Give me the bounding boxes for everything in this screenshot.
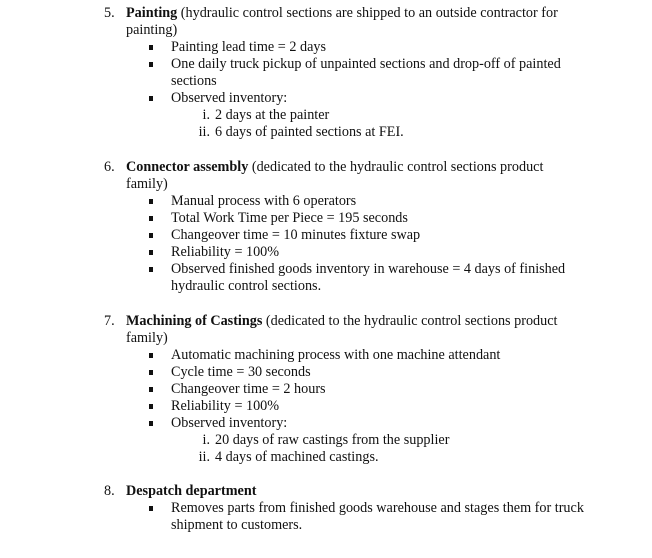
bullet-text: Manual process with 6 operators [171, 193, 357, 209]
bullet-icon [149, 506, 153, 511]
sub-item-text: 6 days of painted sections at FEI. [215, 124, 404, 140]
sub-item-text: 4 days of machined castings. [215, 449, 379, 465]
sub-item-text: 2 days at the painter [215, 107, 330, 123]
sub-item [0, 449, 652, 466]
section-painting [0, 5, 652, 141]
section-heading [0, 5, 586, 39]
bullet-text: Reliability = 100% [171, 398, 280, 414]
list-item [0, 210, 591, 227]
list-item [0, 347, 591, 364]
section-heading [0, 159, 586, 193]
list-item [0, 398, 591, 415]
list-item [0, 500, 591, 534]
bullet-text: Observed inventory: [171, 90, 288, 106]
bullet-icon [149, 199, 153, 204]
section-description: (hydraulic control sections are shipped to an outside contractor for painting) [126, 5, 558, 38]
bullet-text: Observed finished goods inventory in warehouse = 4 days of finished hydraulic control sections. [171, 261, 566, 294]
sub-item-number: ii. [198, 449, 210, 465]
list-item [0, 244, 591, 261]
bullet-text: Automatic machining process with one machine attendant [171, 347, 501, 363]
section-number: 6. [104, 159, 115, 175]
section-heading [0, 313, 586, 347]
list-item [0, 56, 581, 90]
bullet-list [0, 347, 652, 432]
list-item [0, 90, 591, 107]
list-item [0, 227, 591, 244]
bullet-list [0, 39, 652, 107]
list-item [0, 261, 591, 295]
bullet-text: Total Work Time per Piece = 195 seconds [171, 210, 408, 226]
bullet-text: Changeover time = 2 hours [171, 381, 326, 397]
section-description: (dedicated to the hydraulic control sections product family) [126, 159, 544, 192]
sub-item-number: ii. [198, 124, 210, 140]
sub-item [0, 107, 652, 124]
bullet-icon [149, 233, 153, 238]
bullet-icon [149, 267, 153, 272]
list-item [0, 39, 591, 56]
section-number: 5. [104, 5, 115, 21]
bullet-icon [149, 404, 153, 409]
bullet-text: Cycle time = 30 seconds [171, 364, 311, 380]
sub-item [0, 124, 652, 141]
section-title: Connector assembly [126, 159, 249, 175]
section-number: 8. [104, 483, 115, 499]
bullet-icon [149, 45, 153, 50]
section-connector-assembly [0, 159, 652, 295]
list-item [0, 381, 591, 398]
bullet-text: One daily truck pickup of unpainted sections and drop-off of painted sections [171, 56, 561, 89]
list-item [0, 193, 591, 210]
bullet-text: Reliability = 100% [171, 244, 280, 260]
sub-item [0, 432, 652, 449]
bullet-text: Removes parts from finished goods warehouse and stages them for truck shipment to customers. [171, 500, 584, 533]
sub-item-number: i. [202, 107, 210, 123]
bullet-text: Observed inventory: [171, 415, 288, 431]
bullet-list [0, 193, 652, 295]
section-title: Painting [126, 5, 178, 21]
section-description: (dedicated to the hydraulic control sections product family) [126, 313, 558, 346]
section-heading [0, 483, 586, 500]
bullet-icon [149, 62, 153, 67]
bullet-list [0, 500, 652, 534]
list-item [0, 364, 591, 381]
sub-item-number: i. [202, 432, 210, 448]
section-title: Machining of Castings [126, 313, 263, 329]
bullet-text: Painting lead time = 2 days [171, 39, 326, 55]
bullet-icon [149, 250, 153, 255]
bullet-text: Changeover time = 10 minutes fixture swap [171, 227, 421, 243]
bullet-icon [149, 353, 153, 358]
bullet-icon [149, 370, 153, 375]
sub-item-text: 20 days of raw castings from the supplier [215, 432, 450, 448]
bullet-icon [149, 387, 153, 392]
bullet-icon [149, 216, 153, 221]
bullet-icon [149, 421, 153, 426]
section-number: 7. [104, 313, 115, 329]
section-despatch [0, 483, 652, 534]
list-item [0, 415, 591, 432]
section-title: Despatch department [126, 483, 257, 499]
bullet-icon [149, 96, 153, 101]
section-machining-castings [0, 313, 652, 466]
